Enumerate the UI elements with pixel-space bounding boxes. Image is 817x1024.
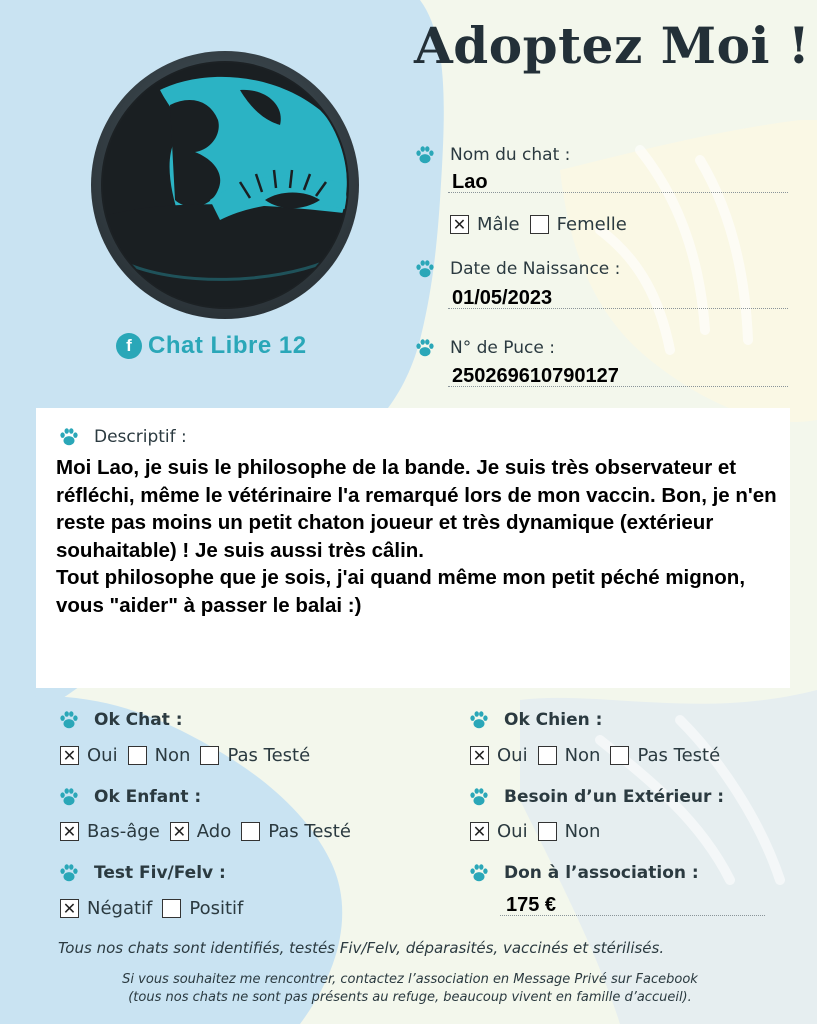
option-label: Mâle bbox=[477, 214, 520, 235]
exterieur-label: Besoin d’un Extérieur : bbox=[504, 787, 725, 807]
paw-icon bbox=[468, 862, 490, 884]
ok-chien-options bbox=[470, 745, 730, 766]
field-naissance-label-row bbox=[414, 258, 620, 280]
description-label: Descriptif : bbox=[94, 427, 187, 447]
don-label: Don à l’association : bbox=[504, 863, 699, 883]
puce-underline bbox=[448, 386, 788, 387]
paw-icon bbox=[414, 337, 436, 359]
fiv-label-row bbox=[58, 862, 226, 884]
exterieur-options bbox=[470, 821, 610, 842]
paw-icon bbox=[414, 144, 436, 166]
option-label: Pas Testé bbox=[637, 745, 721, 766]
checkbox-male[interactable]: ✕ bbox=[450, 215, 469, 234]
paw-icon bbox=[468, 709, 490, 731]
checkbox-positif[interactable] bbox=[162, 899, 181, 918]
checkbox-bas-age[interactable]: ✕ bbox=[60, 822, 79, 841]
exterieur-label-row bbox=[468, 786, 724, 808]
option-label: Négatif bbox=[87, 898, 153, 919]
option-oui[interactable] bbox=[60, 745, 118, 766]
facebook-icon: f bbox=[116, 333, 142, 359]
naissance-value: 01/05/2023 bbox=[452, 287, 553, 309]
checkbox-negatif[interactable]: ✕ bbox=[60, 899, 79, 918]
option-label: Femelle bbox=[556, 214, 627, 235]
footer-contact-line: (tous nos chats ne sont pas présents au refuge, beaucoup vivent en famille d’accueil). bbox=[128, 990, 692, 1005]
nom-label: Nom du chat : bbox=[450, 145, 571, 165]
ok-enfant-label: Ok Enfant : bbox=[94, 787, 202, 807]
option-non[interactable] bbox=[538, 745, 601, 766]
paw-icon bbox=[414, 258, 436, 280]
facebook-page-name: Chat Libre 12 bbox=[148, 332, 307, 359]
option-label: Non bbox=[564, 745, 601, 766]
option-negatif[interactable] bbox=[60, 898, 152, 919]
don-underline bbox=[500, 915, 765, 916]
field-nom-label-row bbox=[414, 144, 570, 166]
paw-icon bbox=[58, 426, 80, 448]
fiv-label: Test Fiv/Felv : bbox=[94, 863, 226, 883]
don-value: 175 € bbox=[506, 894, 557, 916]
puce-value: 250269610790127 bbox=[452, 365, 619, 387]
checkbox-non[interactable] bbox=[538, 746, 557, 765]
checkbox-oui[interactable]: ✕ bbox=[60, 746, 79, 765]
option-pas-teste[interactable] bbox=[610, 745, 720, 766]
option-femelle[interactable] bbox=[530, 214, 627, 235]
sexe-options bbox=[450, 214, 637, 235]
puce-label: N° de Puce : bbox=[450, 338, 555, 358]
option-pas-teste[interactable] bbox=[200, 745, 310, 766]
option-male[interactable] bbox=[450, 214, 520, 235]
ok-chat-label: Ok Chat : bbox=[94, 710, 183, 730]
option-label: Ado bbox=[196, 821, 232, 842]
option-label: Oui bbox=[497, 745, 528, 766]
don-label-row bbox=[468, 862, 699, 884]
paw-icon bbox=[58, 709, 80, 731]
option-label: Non bbox=[564, 821, 601, 842]
facebook-link[interactable] bbox=[116, 332, 307, 360]
option-oui[interactable] bbox=[470, 745, 528, 766]
option-label: Non bbox=[154, 745, 191, 766]
option-ado[interactable] bbox=[170, 821, 231, 842]
page-title: Adoptez Moi ! bbox=[414, 16, 811, 75]
nom-value: Lao bbox=[452, 171, 488, 193]
footer-contact-line: Si vous souhaitez me rencontrer, contactez l’association en Message Privé sur Facebook bbox=[122, 972, 698, 987]
checkbox-oui[interactable]: ✕ bbox=[470, 746, 489, 765]
footer-note: Tous nos chats sont identifiés, testés Fiv/Felv, déparasités, vaccinés et stérilisés. bbox=[58, 939, 665, 957]
ok-chat-label-row bbox=[58, 709, 183, 731]
ok-chien-label-row bbox=[468, 709, 602, 731]
option-non[interactable] bbox=[538, 821, 601, 842]
checkbox-pas-teste[interactable] bbox=[200, 746, 219, 765]
footer-contact bbox=[40, 971, 780, 1007]
checkbox-pas-teste[interactable] bbox=[610, 746, 629, 765]
ok-enfant-options bbox=[60, 821, 361, 842]
description-label-row bbox=[58, 426, 187, 448]
naissance-underline bbox=[448, 308, 788, 309]
option-positif[interactable] bbox=[162, 898, 243, 919]
paw-icon bbox=[58, 786, 80, 808]
option-label: Pas Testé bbox=[268, 821, 351, 842]
option-bas-age[interactable] bbox=[60, 821, 160, 842]
naissance-label: Date de Naissance : bbox=[450, 259, 621, 279]
ok-chien-label: Ok Chien : bbox=[504, 710, 603, 730]
checkbox-ado[interactable]: ✕ bbox=[170, 822, 189, 841]
option-label: Pas Testé bbox=[227, 745, 311, 766]
option-label: Bas-âge bbox=[87, 821, 160, 842]
ok-chat-options bbox=[60, 745, 320, 766]
option-label: Oui bbox=[497, 821, 528, 842]
paw-icon bbox=[468, 786, 490, 808]
description-text: Moi Lao, je suis le philosophe de la bande. Je suis très observateur et réfléchi, même le vétérinaire l'a remarqué lors de mon vaccin. Bon, je n'en reste pas moins un petit chaton joueur et très dynamique (extérieur souhaitable) ! Je suis aussi très câlin. Tout philosophe que je sois, j'ai quand même mon petit péché mignon, vous "aider" à passer le balai :) bbox=[56, 456, 777, 617]
checkbox-oui[interactable]: ✕ bbox=[470, 822, 489, 841]
fiv-options bbox=[60, 898, 253, 919]
option-label: Positif bbox=[189, 898, 244, 919]
option-label: Oui bbox=[87, 745, 118, 766]
option-non[interactable] bbox=[128, 745, 191, 766]
checkbox-pas-teste[interactable] bbox=[241, 822, 260, 841]
cat-silhouette-logo bbox=[90, 50, 360, 320]
paw-icon bbox=[58, 862, 80, 884]
ok-enfant-label-row bbox=[58, 786, 201, 808]
field-puce-label-row bbox=[414, 337, 555, 359]
checkbox-femelle[interactable] bbox=[530, 215, 549, 234]
checkbox-non[interactable] bbox=[538, 822, 557, 841]
nom-underline bbox=[448, 192, 788, 193]
checkbox-non[interactable] bbox=[128, 746, 147, 765]
option-oui[interactable] bbox=[470, 821, 528, 842]
option-pas-teste[interactable] bbox=[241, 821, 351, 842]
